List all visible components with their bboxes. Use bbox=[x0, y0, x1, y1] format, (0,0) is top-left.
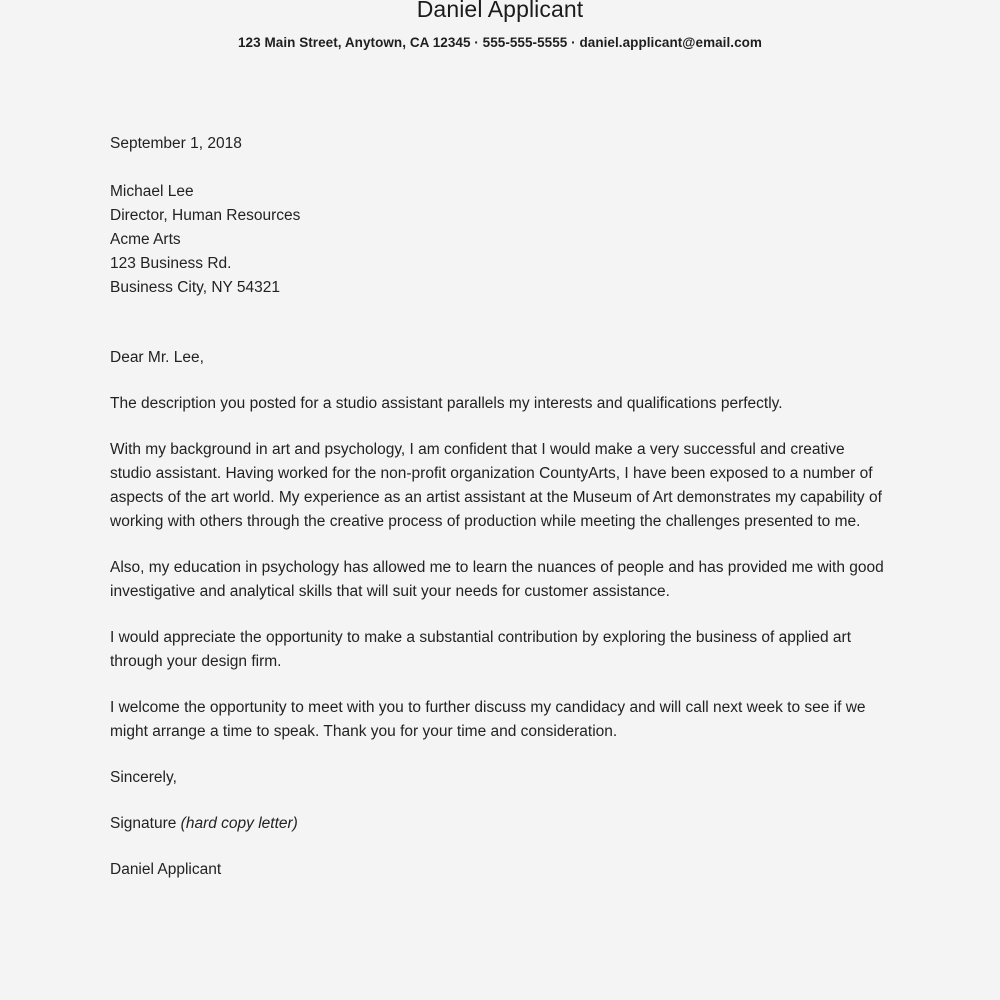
letterhead-name: Daniel Applicant bbox=[416, 0, 584, 22]
salutation: Dear Mr. Lee, bbox=[110, 349, 204, 366]
recipient-street: 123 Business Rd. bbox=[110, 255, 232, 272]
recipient-title: Director, Human Resources bbox=[110, 207, 301, 224]
signature-label: Signature bbox=[110, 815, 177, 832]
signature-note: (hard copy letter) bbox=[180, 815, 298, 832]
body-paragraph-2: With my background in art and psychology, I am confident that I would make a very successful and creative studio assistant. Having worked for the non-profit organization CountyArts, I have been exposed to a number of aspects of the art world. My experience as an artist assistant at the Museum of Art demonstrates my capability of working with others through the creative process of production while meeting the challenges presented to me. bbox=[110, 441, 882, 530]
recipient-address-block bbox=[110, 180, 885, 300]
letterhead bbox=[0, 0, 1000, 51]
body-paragraph-4: I would appreciate the opportunity to make a substantial contribution by exploring the business of applied art through your design firm. bbox=[110, 629, 852, 670]
letterhead-contact-line: 123 Main Street, Anytown, CA 12345 · 555-555-5555 · daniel.applicant@email.com bbox=[237, 35, 762, 50]
recipient-name: Michael Lee bbox=[110, 183, 194, 200]
signer-name: Daniel Applicant bbox=[110, 861, 222, 878]
letter-body bbox=[110, 132, 885, 882]
recipient-city-state-zip: Business City, NY 54321 bbox=[110, 279, 281, 296]
body-paragraph-3: Also, my education in psychology has allowed me to learn the nuances of people and has provided me with good investigative and analytical skills that will suit your needs for customer assistance. bbox=[110, 559, 884, 600]
letter-date: September 1, 2018 bbox=[110, 135, 242, 152]
closing: Sincerely, bbox=[110, 769, 177, 786]
recipient-company: Acme Arts bbox=[110, 231, 181, 248]
body-paragraph-1: The description you posted for a studio assistant parallels my interests and qualifications perfectly. bbox=[110, 395, 783, 412]
body-paragraph-5: I welcome the opportunity to meet with you to further discuss my candidacy and will call next week to see if we might arrange a time to speak. Thank you for your time and consideration. bbox=[110, 699, 866, 740]
signature-line bbox=[110, 812, 885, 836]
